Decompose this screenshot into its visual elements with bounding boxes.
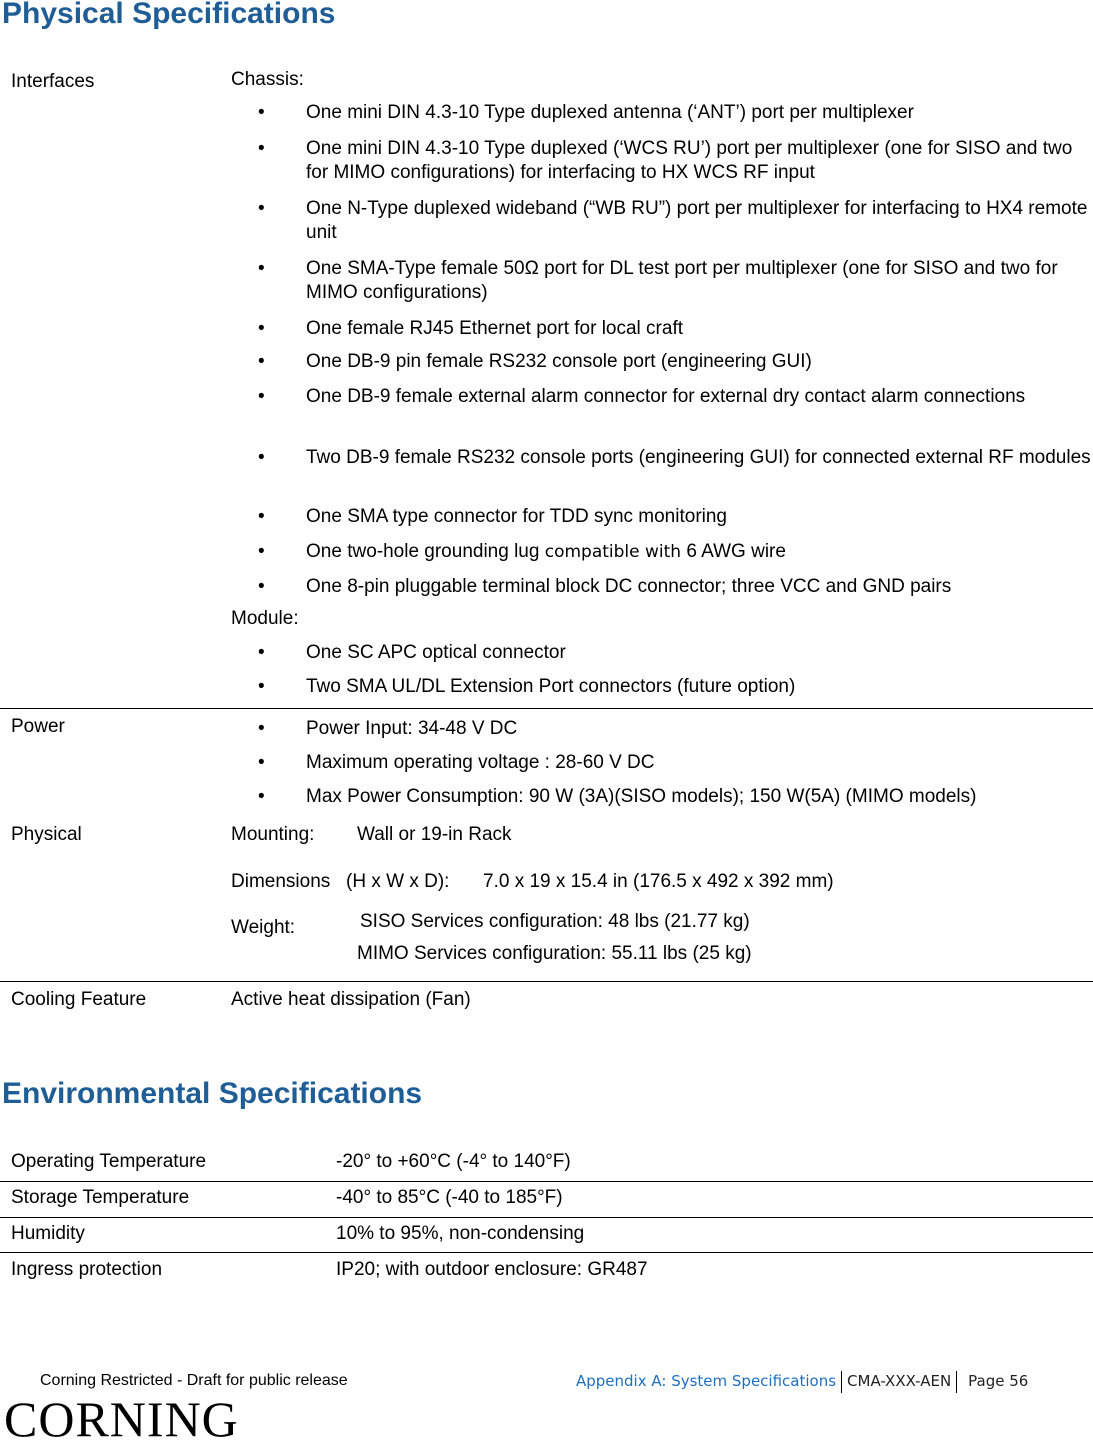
mounting-value: Wall or 19-in Rack: [357, 824, 512, 845]
environmental-specifications-heading: Environmental Specifications: [2, 1077, 423, 1110]
chassis-item: One female RJ45 Ethernet port for local craft: [306, 318, 684, 339]
chassis-item: One mini DIN 4.3-10 Type duplexed antenna (‘ANT’) port per multiplexer: [306, 102, 914, 123]
footer-separator: [841, 1371, 842, 1393]
chassis-item: One N-Type duplexed wideband (“WB RU”) port per multiplexer for interfacing to HX4 remote unit: [306, 198, 1088, 243]
dimensions-sub: (H x W x D):: [346, 871, 450, 892]
physical-specifications-heading: Physical Specifications: [2, 0, 336, 30]
grounding-suffix: 6 AWG wire: [681, 541, 786, 562]
chassis-item: One 8-pin pluggable terminal block DC connector; three VCC and GND pairs: [306, 576, 952, 597]
footer-section-link[interactable]: Appendix A: System Specifications: [576, 1372, 837, 1391]
dimensions-label: Dimensions: [231, 871, 331, 892]
env-row-value: -20° to +60°C (-4° to 140°F): [336, 1151, 571, 1172]
grounding-prefix: One two-hole grounding lug: [306, 541, 545, 562]
module-heading: Module:: [231, 608, 299, 629]
bullet: •: [258, 318, 265, 339]
bullet: •: [258, 198, 265, 219]
bullet: •: [258, 718, 265, 739]
bullet: •: [258, 351, 265, 372]
bullet: •: [258, 258, 265, 279]
chassis-item: One SMA-Type female 50Ω port for DL test port per multiplexer (one for SISO and two for MIMO configurations): [306, 258, 1058, 303]
bullet: •: [258, 138, 265, 159]
weight-siso: SISO Services configuration: 48 lbs (21.77 kg): [360, 911, 750, 932]
weight-label: Weight:: [231, 917, 296, 938]
chassis-heading: Chassis:: [231, 69, 304, 90]
chassis-item: One SMA type connector for TDD sync monitoring: [306, 506, 727, 527]
chassis-item: One mini DIN 4.3-10 Type duplexed (‘WCS RU’) port per multiplexer (one for SISO and two for MIMO configurations) for interfacing to HX WCS RF input: [306, 138, 1073, 183]
bullet: •: [258, 752, 265, 773]
table-divider: [0, 1217, 1093, 1218]
footer-doc-id: CMA-XXX-AEN: [847, 1372, 952, 1391]
table-divider: [0, 1181, 1093, 1182]
bullet: •: [258, 447, 265, 468]
power-item: Max Power Consumption: 90 W (3A)(SISO models); 150 W(5A) (MIMO models): [306, 786, 977, 807]
env-row-label: Ingress protection: [11, 1259, 163, 1280]
env-row-value: 10% to 95%, non-condensing: [336, 1223, 585, 1244]
footer-right: [576, 1371, 1028, 1393]
bullet: •: [258, 506, 265, 527]
env-row-value: -40° to 85°C (-40 to 185°F): [336, 1187, 563, 1208]
bullet: •: [258, 676, 265, 697]
env-row-label: Storage Temperature: [11, 1187, 190, 1208]
module-item: Two SMA UL/DL Extension Port connectors (future option): [306, 676, 796, 697]
bullet: •: [258, 642, 265, 663]
bullet: •: [258, 386, 265, 407]
bullet: •: [258, 102, 265, 123]
bullet: •: [258, 786, 265, 807]
bullet: •: [258, 576, 265, 597]
chassis-item-grounding: [306, 540, 1091, 564]
table-divider: [0, 981, 1093, 982]
env-row-label: Humidity: [11, 1223, 85, 1244]
chassis-item: One DB-9 female external alarm connector for external dry contact alarm connections: [306, 386, 1026, 407]
corning-logo: CORNING: [4, 1391, 239, 1447]
power-label: Power: [11, 716, 65, 737]
weight-mimo: MIMO Services configuration: 55.11 lbs (25 kg): [357, 943, 752, 964]
module-item: One SC APC optical connector: [306, 642, 566, 663]
chassis-item: One DB-9 pin female RS232 console port (engineering GUI): [306, 351, 812, 372]
dimensions-value: 7.0 x 19 x 15.4 in (176.5 x 492 x 392 mm): [483, 871, 834, 892]
footer-page-number: Page 56: [968, 1372, 1029, 1391]
footer-restricted-notice: Corning Restricted - Draft for public release: [40, 1372, 348, 1389]
interfaces-label: Interfaces: [11, 71, 95, 92]
physical-label: Physical: [11, 824, 82, 845]
power-item: Power Input: 34-48 V DC: [306, 718, 518, 739]
table-divider: [0, 1252, 1093, 1253]
bullet: •: [258, 541, 265, 562]
mounting-label: Mounting:: [231, 824, 315, 845]
footer-separator: [956, 1371, 957, 1393]
grounding-mid: compatible with: [544, 542, 682, 562]
cooling-value: Active heat dissipation (Fan): [231, 989, 471, 1010]
env-row-label: Operating Temperature: [11, 1151, 207, 1172]
cooling-label: Cooling Feature: [11, 989, 147, 1010]
env-row-value: IP20; with outdoor enclosure: GR487: [336, 1259, 648, 1280]
chassis-item: Two DB-9 female RS232 console ports (engineering GUI) for connected external RF modules: [306, 447, 1091, 468]
power-item: Maximum operating voltage : 28-60 V DC: [306, 752, 655, 773]
table-divider: [0, 708, 1093, 709]
